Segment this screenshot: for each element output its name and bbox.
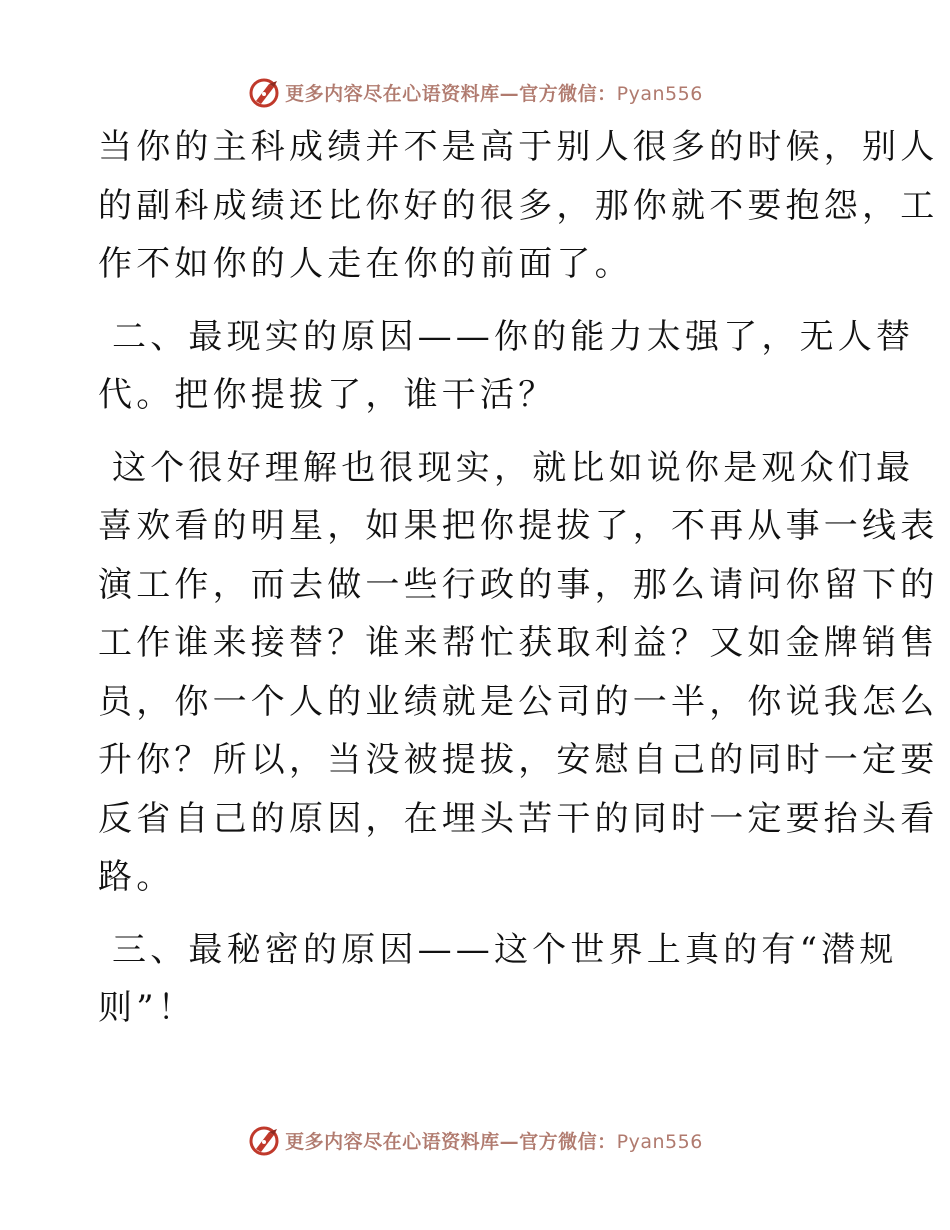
paragraph-line: 路。 (98, 857, 175, 897)
document-body (98, 118, 939, 1052)
paragraph-3 (98, 439, 939, 907)
heading-line: 则”！ (98, 988, 196, 1028)
paragraph-line: 喜欢看的明星，如果把你提拔了，不再从事一线表 (98, 506, 939, 546)
footer-banner-text (285, 1127, 703, 1154)
paragraph-line: 这个很好理解也很现实，就比如说你是观众们最 (112, 447, 915, 488)
paragraph-line: 员，你一个人的业绩就是公司的一半，你说我怎么 (98, 681, 939, 722)
paragraph-line: 反省自己的原因，在埋头苦干的同时一定要抬头看 (98, 798, 939, 839)
footer-banner (0, 1120, 950, 1160)
paragraph-line: 演工作，而去做一些行政的事，那么请问你留下的 (98, 564, 939, 605)
footer-wechat-id: Pyan556 (616, 1130, 703, 1153)
pen-nib-logo-icon (247, 75, 281, 109)
header-banner-label: 更多内容尽在心语资料库—官方微信： (285, 82, 617, 105)
paragraph-line: 作不如你的人走在你的前面了。 (98, 244, 633, 284)
header-banner (0, 72, 950, 112)
section-heading-3 (98, 921, 898, 1038)
section-heading-2 (98, 308, 915, 425)
header-banner-text (285, 79, 703, 106)
paragraph-line: 当你的主科成绩并不是高于别人很多的时候，别人 (98, 127, 939, 167)
paragraph-line: 升你？所以，当没被提拔，安慰自己的同时一定要 (98, 740, 939, 780)
paragraph-1 (98, 118, 939, 294)
paragraph-line: 的副科成绩还比你好的很多，那你就不要抱怨，工 (98, 185, 939, 226)
heading-line: 代。把你提拔了，谁干活？ (98, 375, 557, 415)
footer-banner-label: 更多内容尽在心语资料库—官方微信： (285, 1130, 617, 1153)
heading-line: 二、最现实的原因——你的能力太强了，无人替 (112, 316, 915, 357)
header-wechat-id: Pyan556 (616, 82, 703, 105)
pen-nib-logo-icon (247, 1123, 281, 1157)
heading-line: 三、最秘密的原因——这个世界上真的有“潜规 (112, 929, 898, 970)
paragraph-line: 工作谁来接替？谁来帮忙获取利益？又如金牌销售 (98, 623, 939, 663)
